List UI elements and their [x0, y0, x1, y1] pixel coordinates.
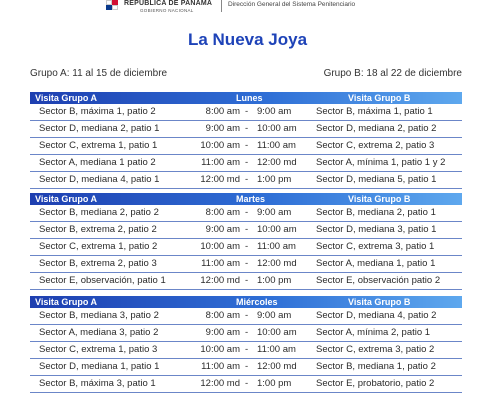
- group-b-sector: Sector B, máxima 1, patio 1: [316, 106, 433, 117]
- end-time: 10:00 am: [257, 224, 297, 235]
- table-row: [30, 172, 462, 189]
- time-dash: -: [245, 123, 249, 134]
- time-dash: -: [245, 378, 249, 389]
- right-group-header: Visita Grupo B: [348, 194, 411, 204]
- start-time: 10:00 am: [200, 344, 240, 355]
- table-row: [30, 325, 462, 342]
- group-a-sector: Sector B, máxima 3, patio 1: [39, 378, 156, 389]
- start-time: 10:00 am: [200, 241, 240, 252]
- table-row: [30, 342, 462, 359]
- time-dash: -: [245, 140, 249, 151]
- end-time: 1:00 pm: [257, 174, 292, 185]
- group-a-sector: Sector D, mediana 1, patio 1: [39, 361, 160, 372]
- time-dash: -: [245, 327, 249, 338]
- table-row: [30, 359, 462, 376]
- table-row: [30, 239, 462, 256]
- group-a-sector: Sector B, extrema 2, patio 3: [39, 258, 157, 269]
- group-b-sector: Sector D, mediana 2, patio 2: [316, 123, 437, 134]
- group-a-dates: Grupo A: 11 al 15 de diciembre: [30, 68, 168, 79]
- right-group-header: Visita Grupo B: [348, 297, 411, 307]
- section-header: [30, 92, 462, 104]
- panama-flag-icon: [106, 0, 118, 10]
- group-b-sector: Sector C, extrema 3, patio 1: [316, 241, 435, 252]
- end-time: 1:00 pm: [257, 378, 292, 389]
- time-dash: -: [245, 207, 249, 218]
- table-row: [30, 256, 462, 273]
- group-b-dates: Grupo B: 18 al 22 de diciembre: [323, 68, 462, 79]
- header-divider: [221, 0, 222, 12]
- time-dash: -: [245, 157, 249, 168]
- left-group-header: Visita Grupo A: [35, 93, 98, 103]
- start-time: 12:00 md: [200, 378, 240, 389]
- group-b-sector: Sector E, observación patio 2: [316, 275, 441, 286]
- start-time: 8:00 am: [205, 207, 240, 218]
- directorate-label: Dirección General del Sistema Penitenciario: [228, 1, 356, 8]
- table-row: [30, 222, 462, 239]
- table-row: [30, 155, 462, 172]
- start-time: 11:00 am: [201, 361, 240, 372]
- schedule-section-miercoles: [30, 296, 462, 393]
- group-a-sector: Sector C, extrema 1, patio 2: [39, 241, 158, 252]
- schedule-section-martes: [30, 193, 462, 290]
- group-b-sector: Sector A, mediana 1, patio 1: [316, 258, 436, 269]
- group-b-sector: Sector D, mediana 5, patio 1: [316, 174, 437, 185]
- end-time: 9:00 am: [257, 106, 292, 117]
- end-time: 11:00 am: [257, 140, 296, 151]
- schedule-section-lunes: [30, 92, 462, 189]
- group-a-sector: Sector D, mediana 4, patio 1: [39, 174, 160, 185]
- start-time: 8:00 am: [205, 106, 240, 117]
- section-header: [30, 296, 462, 308]
- time-dash: -: [245, 310, 249, 321]
- group-b-sector: Sector A, mínima 2, patio 1: [316, 327, 431, 338]
- end-time: 11:00 am: [257, 344, 296, 355]
- start-time: 12:00 md: [200, 174, 240, 185]
- group-a-sector: Sector E, observación, patio 1: [39, 275, 166, 286]
- table-row: [30, 308, 462, 325]
- group-b-sector: Sector C, extrema 3, patio 2: [316, 344, 435, 355]
- group-a-sector: Sector B, mediana 3, patio 2: [39, 310, 159, 321]
- table-row: [30, 121, 462, 138]
- time-dash: -: [245, 174, 249, 185]
- time-dash: -: [245, 361, 249, 372]
- table-row: [30, 104, 462, 121]
- table-row: [30, 205, 462, 222]
- time-dash: -: [245, 106, 249, 117]
- group-b-sector: Sector E, probatorio, patio 2: [316, 378, 435, 389]
- end-time: 12:00 md: [257, 157, 297, 168]
- table-row: [30, 376, 462, 393]
- group-a-sector: Sector B, máxima 1, patio 2: [39, 106, 156, 117]
- group-b-sector: Sector B, mediana 1, patio 2: [316, 361, 436, 372]
- left-group-header: Visita Grupo A: [35, 194, 98, 204]
- group-a-sector: Sector B, mediana 2, patio 2: [39, 207, 159, 218]
- time-dash: -: [245, 275, 249, 286]
- time-dash: -: [245, 344, 249, 355]
- end-time: 12:00 md: [257, 361, 297, 372]
- start-time: 9:00 am: [205, 224, 240, 235]
- right-group-header: Visita Grupo B: [348, 93, 411, 103]
- start-time: 12:00 md: [200, 275, 240, 286]
- day-header: Lunes: [236, 93, 263, 103]
- table-row: [30, 273, 462, 290]
- start-time: 8:00 am: [205, 310, 240, 321]
- table-row: [30, 138, 462, 155]
- end-time: 11:00 am: [257, 241, 296, 252]
- start-time: 9:00 am: [205, 123, 240, 134]
- day-header: Miércoles: [236, 297, 278, 307]
- page-title: La Nueva Joya: [187, 30, 308, 49]
- end-time: 1:00 pm: [257, 275, 292, 286]
- group-b-sector: Sector D, mediana 4, patio 2: [316, 310, 437, 321]
- left-group-header: Visita Grupo A: [35, 297, 98, 307]
- republic-label: REPÚBLICA DE PANAMÁ: [124, 0, 213, 7]
- group-a-sector: Sector A, mediana 3, patio 2: [39, 327, 159, 338]
- group-b-sector: Sector A, mínima 1, patio 1 y 2: [316, 157, 446, 168]
- group-b-sector: Sector B, mediana 2, patio 1: [316, 207, 436, 218]
- end-time: 9:00 am: [257, 207, 292, 218]
- end-time: 9:00 am: [257, 310, 292, 321]
- group-b-sector: Sector D, mediana 3, patio 1: [316, 224, 437, 235]
- start-time: 10:00 am: [200, 140, 240, 151]
- start-time: 11:00 am: [201, 157, 240, 168]
- group-b-sector: Sector C, extrema 2, patio 3: [316, 140, 435, 151]
- start-time: 9:00 am: [205, 327, 240, 338]
- end-time: 10:00 am: [257, 327, 297, 338]
- time-dash: -: [245, 258, 249, 269]
- time-dash: -: [245, 224, 249, 235]
- day-header: Martes: [236, 194, 266, 204]
- government-label: GOBIERNO NACIONAL: [140, 8, 194, 13]
- end-time: 12:00 md: [257, 258, 297, 269]
- group-a-sector: Sector A, mediana 1 patio 2: [39, 157, 156, 168]
- section-header: [30, 193, 462, 205]
- page-header: [0, 0, 495, 16]
- group-a-sector: Sector C, extrema 1, patio 3: [39, 344, 158, 355]
- group-a-sector: Sector B, extrema 2, patio 2: [39, 224, 157, 235]
- end-time: 10:00 am: [257, 123, 297, 134]
- group-a-sector: Sector C, extrema 1, patio 1: [39, 140, 158, 151]
- time-dash: -: [245, 241, 249, 252]
- start-time: 11:00 am: [201, 258, 240, 269]
- group-a-sector: Sector D, mediana 2, patio 1: [39, 123, 160, 134]
